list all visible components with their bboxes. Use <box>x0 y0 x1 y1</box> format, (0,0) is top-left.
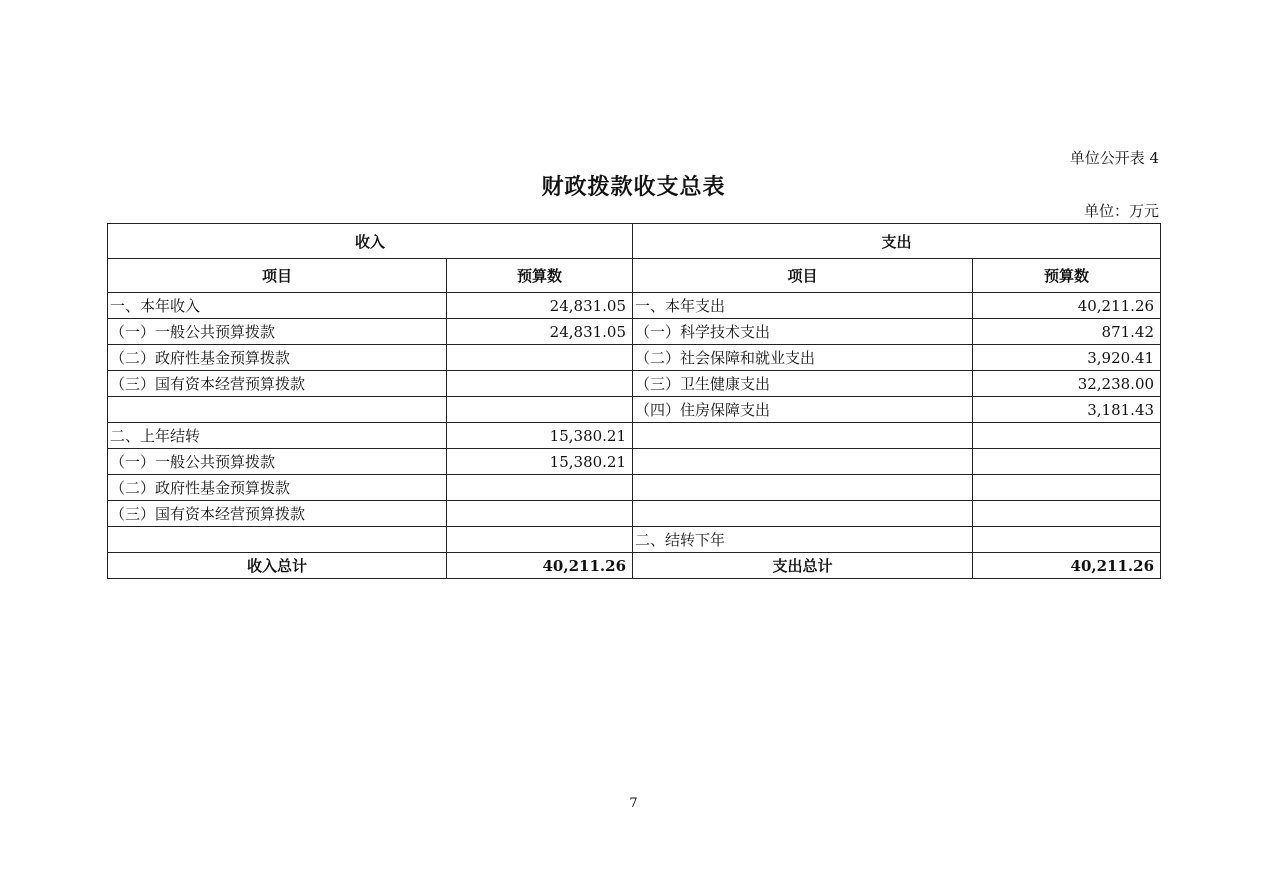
income-section-header: 收入 <box>108 224 633 259</box>
expense-item-column-header: 项目 <box>633 259 973 293</box>
expense-item-cell <box>633 501 973 527</box>
expense-total-label: 支出总计 <box>633 553 973 579</box>
income-amount-cell: 24,831.05 <box>447 319 633 345</box>
page-title: 财政拨款收支总表 <box>541 174 726 200</box>
income-item-cell: （一）一般公共预算拨款 <box>108 319 447 345</box>
expense-amount-cell <box>973 501 1161 527</box>
expense-item-cell: 一、本年支出 <box>633 293 973 319</box>
unit-label: 单位：万元 <box>1083 202 1159 220</box>
income-amount-cell <box>447 501 633 527</box>
expense-item-cell: （三）卫生健康支出 <box>633 371 973 397</box>
table-section-header-row <box>108 224 1161 259</box>
expense-item-cell: （一）科学技术支出 <box>633 319 973 345</box>
income-item-cell <box>108 527 447 553</box>
income-item-cell: 一、本年收入 <box>108 293 447 319</box>
expense-item-cell <box>633 475 973 501</box>
income-amount-cell <box>447 345 633 371</box>
expense-amount-cell: 3,181.43 <box>973 397 1161 423</box>
expense-amount-cell <box>973 423 1161 449</box>
expense-section-header: 支出 <box>633 224 1161 259</box>
expense-item-cell <box>633 423 973 449</box>
budget-table <box>107 223 1161 579</box>
income-item-cell: （三）国有资本经营预算拨款 <box>108 501 447 527</box>
expense-item-cell <box>633 449 973 475</box>
expense-amount-cell <box>973 475 1161 501</box>
table-row <box>108 449 1161 475</box>
income-item-cell: 二、上年结转 <box>108 423 447 449</box>
table-row <box>108 319 1161 345</box>
income-amount-cell <box>447 397 633 423</box>
income-item-column-header: 项目 <box>108 259 447 293</box>
income-total-amount: 40,211.26 <box>447 553 633 579</box>
table-row <box>108 397 1161 423</box>
income-item-cell: （一）一般公共预算拨款 <box>108 449 447 475</box>
expense-item-cell: 二、结转下年 <box>633 527 973 553</box>
income-amount-cell <box>447 475 633 501</box>
income-total-label: 收入总计 <box>108 553 447 579</box>
income-amount-cell: 15,380.21 <box>447 423 633 449</box>
expense-amount-cell: 3,920.41 <box>973 345 1161 371</box>
expense-item-cell: （四）住房保障支出 <box>633 397 973 423</box>
table-row <box>108 501 1161 527</box>
table-row <box>108 293 1161 319</box>
expense-amount-cell <box>973 449 1161 475</box>
expense-amount-cell <box>973 527 1161 553</box>
income-amount-cell: 24,831.05 <box>447 293 633 319</box>
table-label: 单位公开表 4 <box>1069 149 1159 167</box>
expense-amount-column-header: 预算数 <box>973 259 1161 293</box>
income-amount-cell: 15,380.21 <box>447 449 633 475</box>
table-row <box>108 475 1161 501</box>
table-row <box>108 371 1161 397</box>
income-amount-column-header: 预算数 <box>447 259 633 293</box>
table-row <box>108 527 1161 553</box>
table-column-header-row <box>108 259 1161 293</box>
expense-amount-cell: 871.42 <box>973 319 1161 345</box>
income-amount-cell <box>447 527 633 553</box>
income-item-cell: （三）国有资本经营预算拨款 <box>108 371 447 397</box>
table-row <box>108 345 1161 371</box>
expense-item-cell: （二）社会保障和就业支出 <box>633 345 973 371</box>
income-item-cell <box>108 397 447 423</box>
expense-amount-cell: 40,211.26 <box>973 293 1161 319</box>
income-item-cell: （二）政府性基金预算拨款 <box>108 345 447 371</box>
page-number: 7 <box>629 796 638 811</box>
expense-amount-cell: 32,238.00 <box>973 371 1161 397</box>
total-row <box>108 553 1161 579</box>
income-amount-cell <box>447 371 633 397</box>
expense-total-amount: 40,211.26 <box>973 553 1161 579</box>
income-item-cell: （二）政府性基金预算拨款 <box>108 475 447 501</box>
table-row <box>108 423 1161 449</box>
